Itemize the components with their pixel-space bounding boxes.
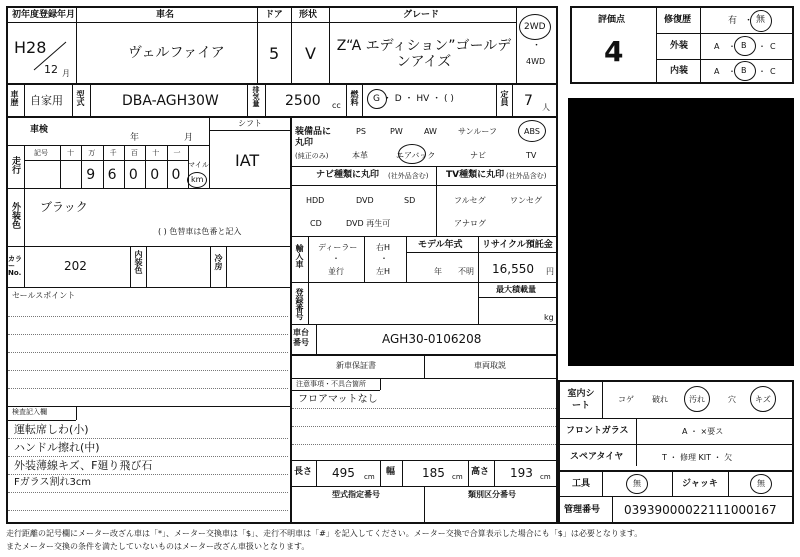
seat-tear: 破れ — [652, 395, 668, 404]
tv-sub: (社外品含む) — [506, 172, 547, 180]
fuel-options: G ・ D ・ HV ・ ( ) — [373, 94, 454, 104]
windshield-label: フロントガラス — [566, 426, 629, 436]
equipment-subtitle: (純正のみ) — [295, 152, 329, 160]
navi-dvd: DVD — [356, 196, 374, 205]
yen-unit: 円 — [546, 267, 554, 276]
grade-value: Z“A エディション”ゴールデンアイズ — [336, 38, 512, 70]
mileage-cell-divider — [167, 145, 168, 188]
mileage-digit: 9 — [86, 167, 96, 183]
first-reg-year: H28 — [14, 38, 47, 57]
color-no-label: カラーNo. — [8, 255, 22, 277]
notes-label: 注意事項・不具合箇所 — [296, 380, 366, 388]
repair-yes: 有 — [728, 16, 738, 26]
navi-sub: (社外品含む) — [388, 172, 429, 180]
jack-value: 無 — [757, 479, 765, 488]
ext-dot1: ・ — [728, 42, 736, 51]
model-label: 型式 — [76, 90, 85, 106]
max-load-label: 最大積載量 — [496, 285, 536, 294]
capacity-label: 定員 — [500, 90, 509, 106]
length-label: 長さ — [294, 467, 313, 477]
seat-hole: 穴 — [728, 395, 736, 404]
spare-label: スペアタイヤ — [570, 452, 624, 462]
kg-unit: kg — [544, 313, 554, 322]
tools-value: 無 — [633, 479, 641, 488]
capacity-value: 7 — [524, 93, 533, 109]
mileage-header-rule — [24, 160, 188, 161]
registration-label: 登録番号 — [295, 288, 304, 320]
seat-burn: コゲ — [618, 395, 634, 404]
equip-airbag: エアバック — [396, 151, 436, 160]
navi-cd: CD — [310, 219, 322, 228]
inspector-line-1: 運転席しわ(小) — [14, 423, 89, 436]
equipment-title: 装備品に丸印 — [295, 127, 332, 148]
month-unit: 月 — [62, 69, 70, 78]
mileage-cell-divider — [81, 145, 82, 188]
mileage-cell-divider — [103, 145, 104, 188]
class-number-label: 類別区分番号 — [468, 490, 516, 499]
color-no-value: 202 — [64, 259, 87, 273]
manual-label: 車両取説 — [474, 361, 506, 370]
interior-color-label: 内装色 — [134, 250, 143, 274]
equip-sunroof: サンルーフ — [458, 127, 497, 136]
tv-oneseg: ワンセグ — [510, 196, 542, 205]
car-name-label: 車名 — [156, 10, 175, 20]
mileage-unit-label: 万 — [88, 149, 96, 157]
width-value: 185 — [422, 466, 445, 480]
mileage-code-label: 記号 — [34, 149, 48, 157]
mileage-digit: 0 — [128, 167, 138, 183]
navi-hdd: HDD — [306, 196, 325, 205]
person-unit: 人 — [542, 103, 550, 112]
drive-sep: ・ — [532, 41, 542, 51]
tv-analog: アナログ — [454, 219, 486, 228]
interior-label: 内装 — [670, 66, 689, 76]
ext-c: C — [770, 42, 776, 51]
mileage-unit-label: 千 — [109, 149, 117, 157]
mileage-cell-divider — [124, 145, 125, 188]
height-label: 高さ — [471, 467, 490, 477]
length-value: 495 — [332, 466, 355, 480]
shape-value: V — [305, 44, 316, 63]
mileage-unit-label: 十 — [67, 149, 74, 157]
cooling-label: 冷房 — [214, 254, 223, 270]
exterior-label: 外装 — [670, 41, 689, 51]
warranty-label: 新車保証書 — [336, 361, 376, 370]
ext-dot2: ・ — [758, 42, 766, 51]
int-dot1: ・ — [728, 67, 736, 76]
shape-label: 形状 — [299, 10, 318, 20]
drive-2wd: 2WD — [524, 22, 546, 32]
mileage-unit-label: 百 — [130, 149, 138, 157]
cc-unit: cc — [332, 101, 341, 110]
width-unit: cm — [452, 473, 463, 481]
equip-tv: TV — [526, 151, 537, 160]
shaken-month-unit: 月 — [184, 133, 194, 143]
color-value: ブラック — [40, 200, 88, 214]
import-parallel: 並行 — [328, 267, 344, 276]
int-b: B — [741, 66, 747, 75]
height-value: 193 — [510, 466, 533, 480]
score-value: 4 — [604, 35, 624, 68]
spare-options: T ・ 修理 KIT ・ 欠 — [662, 453, 733, 462]
color-note: ( ) 色替車は色番と記入 — [158, 227, 242, 236]
footer-line-2: またメーター交換の条件を満たしていないものはメーター改ざん車扱いとなります。 — [6, 542, 310, 551]
import-left: 左H — [376, 267, 391, 276]
shift-label: シフト — [238, 119, 262, 128]
int-a: A — [714, 67, 720, 76]
model-year-unknown: 不明 — [458, 267, 474, 276]
windshield-options: A ・ ×要ス — [682, 427, 724, 436]
redacted-image — [568, 98, 794, 366]
mileage-digit: 0 — [171, 167, 181, 183]
ext-b: B — [741, 41, 747, 50]
management-label: 管理番号 — [564, 505, 601, 515]
mileage-digit: 6 — [107, 167, 117, 183]
import-dot-1: ・ — [332, 254, 340, 263]
door-label: ドア — [265, 10, 283, 20]
type-designation-label: 型式指定番号 — [332, 490, 380, 499]
inspector-line-2: ハンドル擦れ(中) — [14, 441, 100, 454]
equip-leather: 本革 — [352, 151, 368, 160]
use-value: 自家用 — [30, 94, 63, 107]
mile-label: マイル — [188, 161, 209, 169]
car-name: ヴェルファイア — [128, 45, 225, 61]
first-reg-month: 12 — [44, 63, 58, 76]
equip-navi: ナビ — [470, 151, 486, 160]
drive-4wd: 4WD — [526, 57, 546, 66]
int-c: C — [770, 67, 776, 76]
mileage-unit-label: 一 — [173, 149, 181, 157]
width-label: 幅 — [386, 467, 396, 477]
import-dot-2: ・ — [380, 254, 388, 263]
height-unit: cm — [540, 473, 551, 481]
recycle-label: リサイクル預託金 — [482, 240, 553, 250]
color-label: 外装色 — [10, 202, 20, 229]
navi-dvd-play: DVD 再生可 — [346, 219, 391, 228]
footer-line-1: 走行距離の記号欄にメーター改ざん車は「*」、メーター交換車は「$」、走行不明車は「#」を記入してください。メーター交換で合算表示した場合にも「$」は必要となります。 — [6, 529, 643, 538]
seat-dirt: 汚れ — [689, 395, 705, 404]
tv-fullseg: フルセグ — [454, 196, 486, 205]
navi-label: ナビ種類に丸印 — [316, 170, 380, 180]
mileage-cell-divider — [60, 145, 61, 188]
shaken-year-unit: 年 — [130, 133, 140, 143]
mileage-cell-divider — [145, 145, 146, 188]
chassis-label: 車台番号 — [293, 328, 309, 347]
repair-dot: ・ — [744, 16, 754, 26]
grade-label: グレード — [403, 10, 440, 20]
inspector-line-3: 外装薄線キズ、F廻り飛び石 — [14, 459, 153, 472]
seat-scratch: キズ — [755, 395, 771, 404]
int-dot2: ・ — [758, 67, 766, 76]
first-reg-label: 初年度登録年月 — [12, 10, 76, 20]
ext-a: A — [714, 42, 720, 51]
equip-pw: PW — [390, 127, 403, 136]
sales-point-label: セールスポイント — [12, 291, 76, 300]
chassis-value: AGH30-0106208 — [382, 332, 482, 346]
model-value: DBA-AGH30W — [122, 93, 219, 109]
mileage-unit-label: 十 — [152, 149, 160, 157]
import-right: 右H — [376, 243, 391, 252]
repair-label: 修復歴 — [664, 15, 692, 25]
model-year-unit: 年 — [434, 267, 442, 276]
tv-label: TV種類に丸印 — [446, 170, 505, 180]
recycle-value: 16,550 — [492, 262, 534, 276]
mileage-label: 走行 — [10, 156, 20, 174]
score-label: 評価点 — [598, 15, 626, 25]
navi-sd: SD — [404, 196, 416, 205]
jack-label: ジャッキ — [682, 479, 718, 489]
model-year-label: モデル年式 — [418, 240, 463, 250]
km-label: km — [191, 175, 204, 184]
equip-aw: AW — [424, 127, 437, 136]
inspector-label: 検査記入欄 — [12, 408, 47, 416]
use-label: 車歴 — [10, 90, 19, 106]
inspector-line-4: Fガラス割れ3cm — [14, 477, 92, 488]
seat-label: 室内シート — [567, 389, 595, 411]
import-dealer: ディーラー — [318, 243, 358, 252]
displacement-label: 排気量 — [252, 86, 260, 107]
door-count: 5 — [269, 44, 280, 63]
repair-none: 無 — [756, 15, 766, 25]
notes-text: フロアマットなし — [298, 394, 378, 405]
tools-label: 工具 — [572, 479, 591, 489]
equip-ps: PS — [356, 127, 366, 136]
displacement-value: 2500 — [285, 93, 321, 109]
equip-abs: ABS — [524, 127, 540, 136]
shaken-label: 車検 — [30, 125, 49, 135]
import-label: 輸入車 — [295, 244, 304, 268]
management-no: 03939000022111000167 — [624, 503, 777, 517]
length-unit: cm — [364, 473, 375, 481]
mileage-digit: 0 — [150, 167, 160, 183]
shift-value: IAT — [235, 151, 260, 170]
fuel-label: 燃料 — [350, 90, 359, 106]
